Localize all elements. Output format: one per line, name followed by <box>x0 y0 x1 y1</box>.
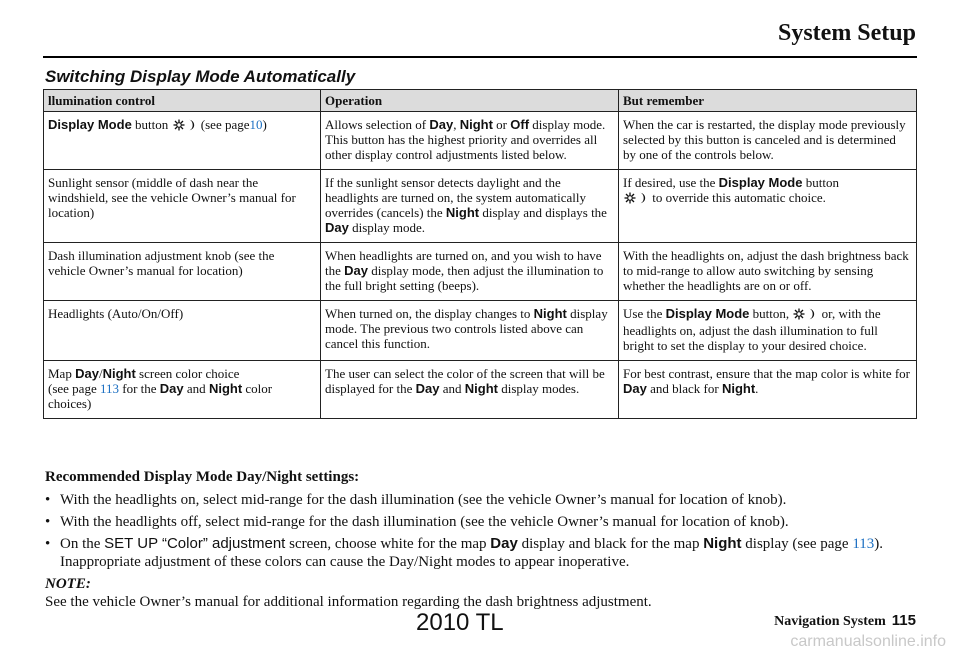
list-item: • On the SET UP “Color” adjustment screen, choose white for the map Day display and black for the map Night display (see page 113). Inappropriate adjustment of these colors can cause the Day/Night modes to appear inoperative. <box>45 535 920 571</box>
footer-nav-label: Navigation System <box>774 614 886 629</box>
section-title: Switching Display Mode Automatically <box>45 67 356 86</box>
column-header: Operation <box>321 90 619 112</box>
page-link[interactable]: 10 <box>249 117 263 132</box>
illumination-table <box>43 89 917 419</box>
table-cell: Dash illumination adjustment knob (see the vehicle Owner’s manual for location) <box>44 243 321 301</box>
note-label: NOTE: <box>45 576 91 592</box>
sun-moon-icon <box>172 119 198 134</box>
table-row <box>44 170 917 243</box>
page-link[interactable]: 113 <box>99 381 119 396</box>
note-text: See the vehicle Owner’s manual for additional information regarding the dash brightness adjustment. <box>45 594 652 610</box>
column-header: llumination control <box>44 90 321 112</box>
display-mode-label: Display Mode <box>718 175 803 190</box>
page-header-title: System Setup <box>777 20 916 46</box>
table-cell: When the car is restarted, the display mode previously selected by this button is canceled and is determined by one of the controls below. <box>619 112 917 170</box>
setup-color-adjustment-label: SET UP “Color” adjustment <box>104 535 286 552</box>
table-cell: For best contrast, ensure that the map color is white for Day and black for Night. <box>619 361 917 419</box>
table-cell: Allows selection of Day, Night or Off display mode. This button has the highest priority and overrides all other display control adjustments listed below. <box>321 112 619 170</box>
table-cell: Display Mode button (see page10) <box>44 112 321 170</box>
header-rule <box>43 56 917 58</box>
table-row <box>44 301 917 361</box>
display-mode-label: Display Mode <box>665 306 750 321</box>
table-cell: The user can select the color of the screen that will be displayed for the Day and Night display modes. <box>321 361 619 419</box>
table-header-row <box>44 90 917 112</box>
footer-model: 2010 TL <box>416 609 504 636</box>
list-item: • With the headlights off, select mid-range for the dash illumination (see the vehicle Owner’s manual for location of knob). <box>45 513 920 531</box>
table-cell: Map Day/Night screen color choice (see page 113 for the Day and Night color choices) <box>44 361 321 419</box>
page-number: 115 <box>891 612 916 629</box>
footer-nav <box>774 612 916 630</box>
table-cell: When headlights are turned on, and you wish to have the Day display mode, then adjust the illumination to the full bright setting (beeps). <box>321 243 619 301</box>
table-row <box>44 243 917 301</box>
sun-moon-icon <box>623 192 649 207</box>
watermark: carmanualsonline.info <box>790 633 946 650</box>
table-row <box>44 112 917 170</box>
page-link[interactable]: 113 <box>852 536 875 552</box>
table-cell: If desired, use the Display Mode button to override this automatic choice. <box>619 170 917 243</box>
table-cell: With the headlights on, adjust the dash brightness back to mid-range to allow auto switching by sensing whether the headlights are on or off. <box>619 243 917 301</box>
display-mode-label: Display Mode <box>48 117 132 132</box>
sun-moon-icon <box>792 308 818 323</box>
table-row <box>44 361 917 419</box>
table-cell: Sunlight sensor (middle of dash near the windshield, see the vehicle Owner’s manual for location) <box>44 170 321 243</box>
table-cell: Use the Display Mode button, or, with the headlights on, adjust the dash illumination to full bright to set the display to your desired choice. <box>619 301 917 361</box>
column-header: But remember <box>619 90 917 112</box>
table-cell: Headlights (Auto/On/Off) <box>44 301 321 361</box>
table-cell: If the sunlight sensor detects daylight and the headlights are turned on, the system automatically overrides (cancels) the Night display and displays the Day display mode. <box>321 170 619 243</box>
table-cell: When turned on, the display changes to Night display mode. The previous two controls listed above can cancel this function. <box>321 301 619 361</box>
recommended-heading: Recommended Display Mode Day/Night settings: <box>45 469 360 485</box>
list-item: • With the headlights on, select mid-range for the dash illumination (see the vehicle Owner’s manual for location of knob). <box>45 491 920 509</box>
recommended-list <box>45 491 920 575</box>
